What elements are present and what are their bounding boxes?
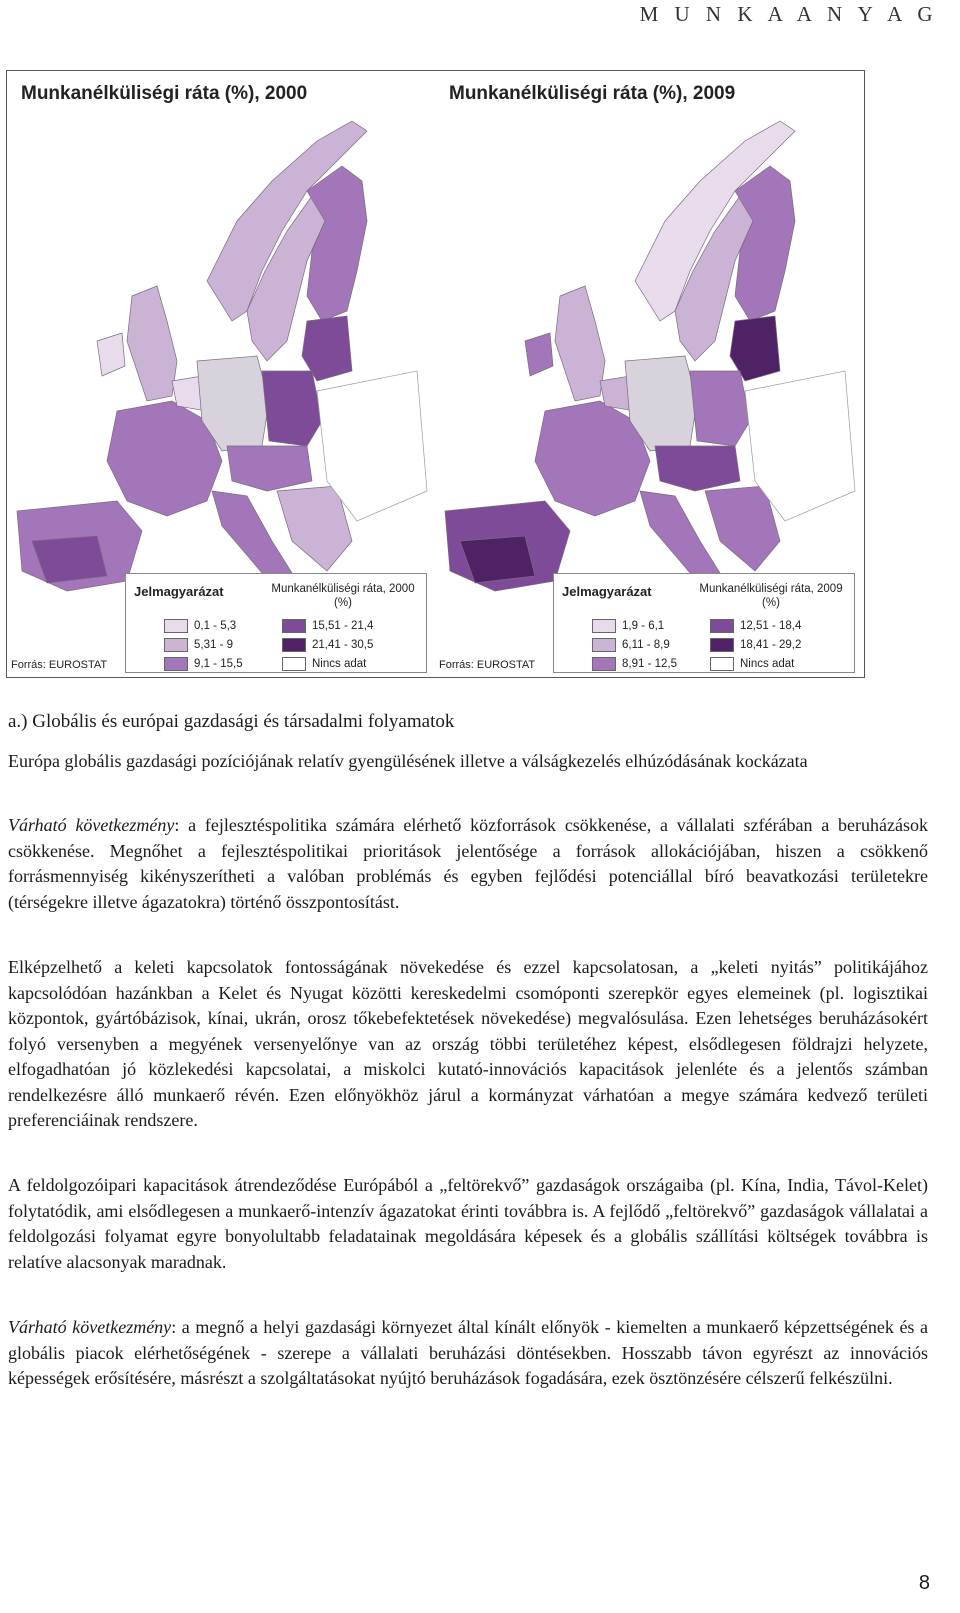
legend-label: 8,91 - 12,5 (622, 658, 677, 670)
legend-label: 21,41 - 30,5 (312, 639, 374, 651)
paragraph-text (8, 1315, 928, 1392)
legend-item (282, 657, 366, 671)
legend-item (282, 619, 373, 633)
legend-caption: Munkanélküliségi ráta, 2009 (%) (699, 583, 843, 610)
legend-swatch (592, 619, 616, 633)
legend-label: 12,51 - 18,4 (740, 620, 802, 632)
map-2000-legend (125, 573, 427, 673)
legend-label: 9,1 - 15,5 (194, 658, 243, 670)
legend-label: 1,9 - 6,1 (622, 620, 665, 632)
legend-swatch (710, 619, 734, 633)
legend-swatch (710, 638, 734, 652)
paragraph-3 (8, 955, 928, 1134)
page-number: 8 (918, 1572, 930, 1594)
legend-swatch (164, 657, 188, 671)
section-title: a.) Globális és európai gazdasági és társadalmi folyamatok (8, 711, 455, 732)
legend-item (282, 638, 373, 652)
paragraph-5 (8, 1315, 928, 1392)
legend-label: 18,41 - 29,2 (740, 639, 802, 651)
legend-swatch (282, 619, 306, 633)
legend-swatch (710, 657, 734, 671)
map-2000-source: Forrás: EUROSTAT (11, 659, 108, 671)
map-2000-panel (7, 71, 436, 677)
legend-swatch (592, 657, 616, 671)
legend-label: 0,1 - 5,3 (194, 620, 237, 632)
legend-item (592, 638, 670, 652)
legend-item (164, 619, 236, 633)
paragraph-4 (8, 1173, 928, 1275)
map-region-poland (262, 371, 322, 446)
legend-caption: Munkanélküliségi ráta, 2000 (%) (271, 583, 415, 610)
legend-label: 6,11 - 8,9 (622, 639, 670, 651)
map-2000-title: Munkanélküliségi ráta (%), 2000 (17, 83, 311, 105)
map-2009-panel (435, 71, 863, 677)
legend-item (710, 638, 801, 652)
map-region-poland (690, 371, 750, 446)
paragraph-body: : a megnő a helyi gazdasági környezet által kínált előnyök - kiemelten a munkaerő képzettségének és a globális piacok elérhetőségének - szerepe a vállalati beruházási döntésekben. Hosszabb távon egyrészt az innovációs képességek erősítésére, másrészt a szolgáltatásokat nyújtó beruházások fogadására, ezek ösztönzésére célszerű felkészülni. (8, 1317, 928, 1388)
legend-label: Nincs adat (312, 658, 367, 670)
paragraph-text: A feldolgozóipari kapacitások átrendeződése Európából a „feltörekvő” gazdaságok országaiba (pl. Kína, India, Távol-Kelet) folytatódik, ami elsődlegesen a munkaerő-intenzív ágazatokat érinti továbbra is. A fejlődő „feltörekvő” gazdaságok vállalatai a feldolgozási folyamat egyre bonyolultabb feladatainak megoldására képesek és a globális szállítási költségek továbbra is relatíve alacsonyak maradnak. (8, 1175, 928, 1272)
map-2009-source: Forrás: EUROSTAT (439, 659, 536, 671)
legend-label: 5,31 - 9 (194, 639, 233, 651)
legend-item (592, 619, 664, 633)
legend-label: 15,51 - 21,4 (312, 620, 374, 632)
legend-swatch (164, 619, 188, 633)
paragraph-text: Európa globális gazdasági pozíciójának relatív gyengülésének illetve a válságkezelés elhúzódásának kockázata (8, 751, 808, 771)
paragraph-2 (8, 813, 928, 915)
legend-heading: Jelmagyarázat (562, 584, 652, 599)
paragraph-1 (8, 749, 928, 775)
legend-item (710, 657, 794, 671)
consequence-label: Várható következmény (8, 815, 175, 835)
legend-heading: Jelmagyarázat (134, 584, 224, 599)
legend-item (710, 619, 801, 633)
unemployment-maps-figure (6, 70, 865, 678)
legend-swatch (282, 638, 306, 652)
paragraph-text: Elképzelhető a keleti kapcsolatok fontosságának növekedése és ezzel kapcsolatosan, a „keleti nyitás” politikájához kapcsolódóan hazánkban a Kelet és Nyugat közötti kereskedelmi csomóponti szerepkör egyes elemeinek (pl. logisztikai központok, gyártóbázisok, kínai, ukrán, orosz tőkebefektetések növekedése) megvalósulása. Ezen lehetséges beruházásokért folyó versenyben a megyének versenyelőnye van az ország többi területéhez képest, elsődlegesen földrajzi helyzete, elfogadhatóan jó közlekedési kapcsolatai, a miskolci kutató-innovációs kapacitások jelenléte és a jelentős számban rendelkezésre álló munkaerő révén. Ezen előnyökhöz járul a kormányzat várhatóan a megye számára kedvező területi preferenciáinak rendszere. (8, 957, 928, 1130)
legend-item (592, 657, 677, 671)
legend-item (164, 657, 243, 671)
paragraph-body: : a fejlesztéspolitika számára elérhető közforrások csökkenése, a vállalati szférában a beruházások csökkenése. Megnőhet a fejlesztéspolitikai prioritások jelentősége a források allokációjában, hiszen a csökkenő forrásmennyiség kikényszerítheti a valóban problémás és egyben fejlődési potenciállal bíró beavatkozási területekre (térségekre illetve ágazatokra) történő összpontosítást. (8, 815, 928, 912)
consequence-label: Várható következmény (8, 1317, 172, 1337)
running-header: M U N K A A N Y A G (639, 2, 938, 26)
legend-item (164, 638, 233, 652)
legend-label: Nincs adat (740, 658, 795, 670)
paragraph-text (8, 813, 928, 915)
map-2009-title: Munkanélküliségi ráta (%), 2009 (445, 83, 739, 105)
legend-swatch (592, 638, 616, 652)
legend-swatch (282, 657, 306, 671)
legend-swatch (164, 638, 188, 652)
map-2009-legend (553, 573, 855, 673)
